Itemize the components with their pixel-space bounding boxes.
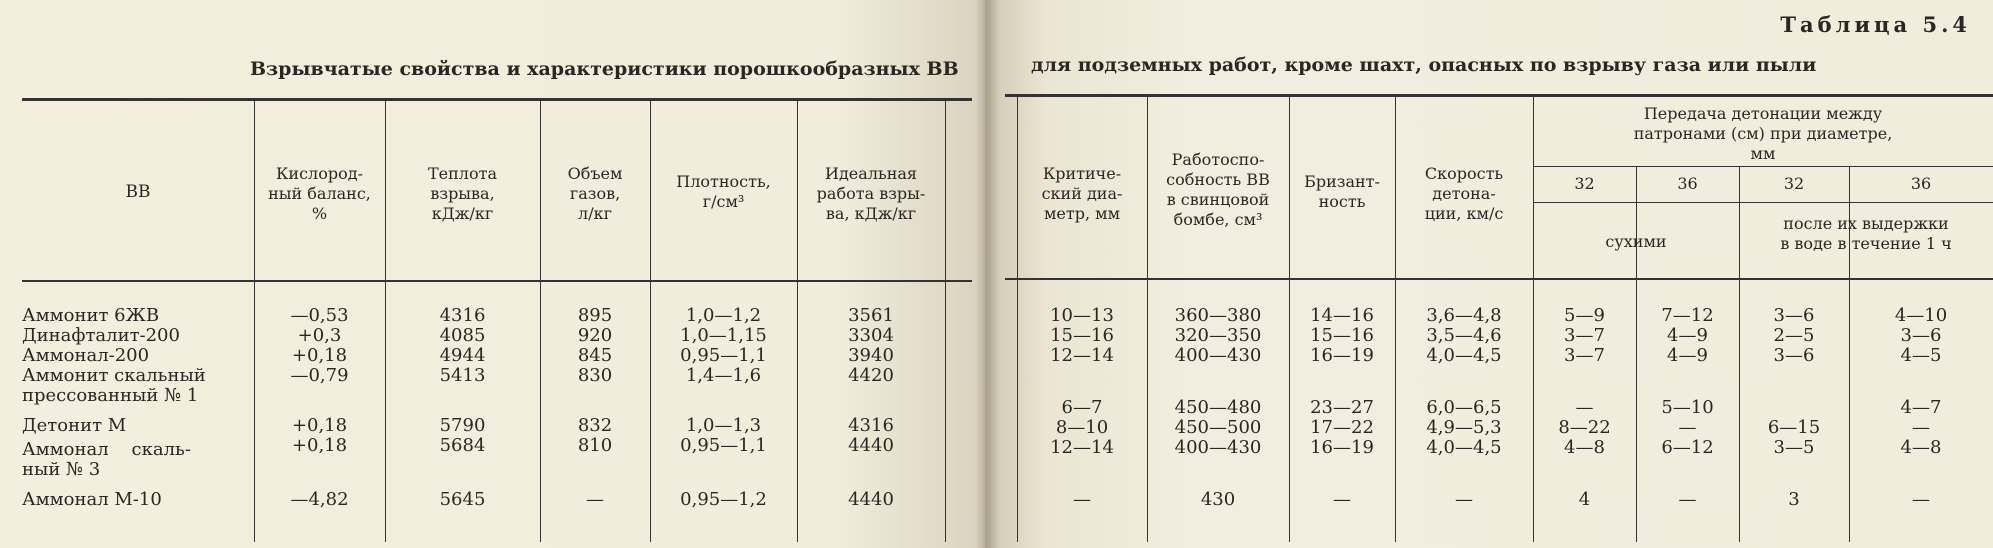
header-d36-dry: 36 xyxy=(1677,174,1698,193)
cell-d32: 3—7 xyxy=(1564,345,1605,366)
cell-brisance: 17—22 xyxy=(1310,417,1374,438)
header-oxygen xyxy=(254,164,385,224)
header-bb: ВВ xyxy=(125,182,151,202)
caption-left: Взрывчатые свойства и характеристики порошкообразных ВВ xyxy=(250,58,959,80)
header-capacity xyxy=(1147,150,1289,230)
cell-critical: 6—7 xyxy=(1061,397,1103,418)
cell-w32: 2—5 xyxy=(1773,325,1815,346)
cell-w32: 3 xyxy=(1788,489,1800,510)
header-speed-l1: Скорость xyxy=(1424,164,1504,183)
cell-gas: 895 xyxy=(577,305,613,326)
cell-w36: 4—7 xyxy=(1900,397,1942,418)
row-name: Аммонал М-10 xyxy=(22,489,162,510)
cell-density: 1,4—1,6 xyxy=(685,365,762,386)
cell-oxygen: —0,53 xyxy=(290,305,349,326)
cell-d36: 4—9 xyxy=(1667,345,1708,366)
cell-work: 3940 xyxy=(848,345,894,366)
cell-w32: 3—6 xyxy=(1773,305,1815,326)
cell-speed: 4,9—5,3 xyxy=(1426,417,1502,438)
cell-speed: 3,6—4,8 xyxy=(1426,305,1502,326)
header-capacity-l2: собность ВВ xyxy=(1166,170,1270,189)
header-d36-wet: 36 xyxy=(1910,174,1932,193)
header-rule-right xyxy=(1005,278,1993,280)
cell-gas: 830 xyxy=(577,365,613,386)
header-critical-l2: ский диа- xyxy=(1041,184,1123,203)
cell-critical: 12—14 xyxy=(1050,437,1114,458)
header-gas-l2: газов, xyxy=(569,184,621,203)
cell-gas: 920 xyxy=(577,325,613,346)
header-critical xyxy=(1017,164,1147,224)
cell-density: 0,95—1,2 xyxy=(680,489,767,510)
cell-work: 4440 xyxy=(848,435,894,456)
header-critical-l1: Критиче- xyxy=(1042,164,1122,183)
cell-d32: 8—22 xyxy=(1558,417,1611,438)
header-heat-l1: Теплота xyxy=(428,164,497,183)
header-wet-l2: в воде в течение 1 ч xyxy=(1780,234,1952,253)
cell-critical: — xyxy=(1073,489,1091,510)
right-page xyxy=(985,0,1993,548)
cell-oxygen: —4,82 xyxy=(290,489,349,510)
header-work-l3: ва, кДж/кг xyxy=(825,204,917,223)
cell-w36: 4—10 xyxy=(1894,305,1948,326)
header-transfer-l2: патронами (см) при диаметре, xyxy=(1633,124,1893,143)
header-capacity-l1: Работоспо- xyxy=(1171,150,1265,169)
cell-w36: — xyxy=(1912,417,1930,438)
cell-d36: — xyxy=(1678,489,1697,510)
cell-heat: 5413 xyxy=(439,365,486,386)
cell-density: 1,0—1,2 xyxy=(685,305,762,326)
cell-w36: 4—5 xyxy=(1900,345,1942,366)
header-gas-l3: л/кг xyxy=(578,204,612,223)
cell-density: 1,0—1,3 xyxy=(685,415,762,436)
header-density xyxy=(650,172,797,212)
top-rule-left xyxy=(22,98,972,101)
cell-capacity: 400—430 xyxy=(1174,437,1262,458)
table-label: Таблица 5.4 xyxy=(1780,12,1971,37)
row-name: Аммонал-200 xyxy=(22,345,150,366)
header-speed xyxy=(1395,164,1533,224)
header-speed-l2: детона- xyxy=(1432,184,1496,203)
cell-gas: 832 xyxy=(577,415,613,436)
header-d32-wet: 32 xyxy=(1783,174,1805,193)
left-page xyxy=(0,0,985,548)
cell-heat: 5790 xyxy=(439,415,486,436)
cell-gas: — xyxy=(586,489,604,510)
cell-gas: 845 xyxy=(577,345,613,366)
cell-brisance: 14—16 xyxy=(1310,305,1374,326)
cell-brisance: 16—19 xyxy=(1310,437,1374,458)
cell-d32: 3—7 xyxy=(1564,325,1605,346)
row-name: ный № 3 xyxy=(22,459,101,480)
header-rule-left xyxy=(22,280,972,282)
cell-capacity: 400—430 xyxy=(1174,345,1262,366)
header-critical-l3: метр, мм xyxy=(1043,204,1121,223)
cell-brisance: — xyxy=(1333,489,1351,510)
cell-speed: — xyxy=(1455,489,1473,510)
cell-d36: — xyxy=(1678,417,1697,438)
header-work-l2: работа взры- xyxy=(816,184,926,203)
cell-oxygen: +0,18 xyxy=(291,345,348,366)
header-gas-l1: Объем xyxy=(567,164,623,183)
book-gutter xyxy=(975,0,999,548)
cell-density: 1,0—1,15 xyxy=(680,325,767,346)
cell-w32: 6—15 xyxy=(1767,417,1821,438)
cell-work: 3304 xyxy=(848,325,894,346)
header-capacity-l4: бомбе, см³ xyxy=(1173,210,1263,229)
cell-speed: 3,5—4,6 xyxy=(1426,325,1502,346)
cell-w36: 4—8 xyxy=(1900,437,1942,458)
cell-capacity: 430 xyxy=(1200,489,1236,510)
cell-work: 3561 xyxy=(848,305,894,326)
cell-oxygen: —0,79 xyxy=(290,365,349,386)
header-heat xyxy=(385,164,540,224)
header-heat-l3: кДж/кг xyxy=(431,204,494,223)
cell-d36: 5—10 xyxy=(1661,397,1714,418)
cell-d32: 5—9 xyxy=(1564,305,1605,326)
cell-capacity: 450—480 xyxy=(1174,397,1262,418)
cell-work: 4420 xyxy=(848,365,894,386)
cell-gas: 810 xyxy=(577,435,613,456)
cell-density: 0,95—1,1 xyxy=(680,435,767,456)
cell-capacity: 450—500 xyxy=(1174,417,1262,438)
header-work xyxy=(797,164,945,224)
cell-w36: 3—6 xyxy=(1900,325,1942,346)
header-transfer-l1: Передача детонации между xyxy=(1643,104,1883,123)
header-oxygen-l1: Кислород- xyxy=(276,164,363,183)
cell-d32: 4—8 xyxy=(1564,437,1605,458)
row-name: Детонит М xyxy=(22,415,127,436)
cell-brisance: 15—16 xyxy=(1310,325,1374,346)
cell-heat: 5684 xyxy=(439,435,486,456)
header-speed-l3: ции, км/с xyxy=(1424,204,1504,223)
cell-brisance: 16—19 xyxy=(1310,345,1374,366)
cell-critical: 15—16 xyxy=(1050,325,1114,346)
row-name: Аммонит 6ЖВ xyxy=(22,305,160,326)
cell-d32: — xyxy=(1575,397,1594,418)
cell-heat: 4316 xyxy=(439,305,486,326)
header-d32-dry: 32 xyxy=(1574,174,1595,193)
header-oxygen-l2: ный баланс, xyxy=(268,184,371,203)
cell-capacity: 320—350 xyxy=(1174,325,1262,346)
cell-d36: 4—9 xyxy=(1667,325,1708,346)
cell-oxygen: +0,18 xyxy=(291,435,348,456)
cell-critical: 12—14 xyxy=(1050,345,1114,366)
header-dry: сухими xyxy=(1605,232,1667,251)
cell-capacity: 360—380 xyxy=(1174,305,1262,326)
header-capacity-l3: в свинцовой xyxy=(1166,190,1270,209)
cell-heat: 4085 xyxy=(439,325,486,346)
cell-oxygen: +0,3 xyxy=(297,325,342,346)
cell-d36: 7—12 xyxy=(1661,305,1714,326)
cell-w36: — xyxy=(1912,489,1930,510)
subheader-rule xyxy=(1533,166,1993,167)
caption-right: для подземных работ, кроме шахт, опасных по взрыву газа или пыли xyxy=(1031,54,1817,76)
cell-speed: 6,0—6,5 xyxy=(1426,397,1502,418)
col-divider xyxy=(945,100,946,542)
cell-heat: 5645 xyxy=(439,489,486,510)
row-name: Аммонит скальный xyxy=(22,365,206,386)
cell-heat: 4944 xyxy=(439,345,486,366)
cell-d36: 6—12 xyxy=(1661,437,1714,458)
cell-critical: 10—13 xyxy=(1050,305,1114,326)
header-transfer-l3: мм xyxy=(1750,144,1776,163)
cell-speed: 4,0—4,5 xyxy=(1426,437,1502,458)
header-wet-l1: после их выдержки xyxy=(1783,214,1949,233)
cell-w32: 3—6 xyxy=(1773,345,1815,366)
cell-speed: 4,0—4,5 xyxy=(1426,345,1502,366)
row-name: Аммонал скаль- xyxy=(22,439,191,460)
cell-w32: 3—5 xyxy=(1773,437,1815,458)
row-name: прессованный № 1 xyxy=(22,385,199,406)
header-transfer xyxy=(1533,104,1993,164)
header-brisance-l2: ность xyxy=(1318,192,1366,211)
header-heat-l2: взрыва, xyxy=(430,184,495,203)
cell-d32: 4 xyxy=(1578,489,1591,510)
header-density-l1: Плотность, xyxy=(676,172,771,191)
cell-work: 4316 xyxy=(848,415,894,436)
header-gas xyxy=(540,164,650,224)
cell-density: 0,95—1,1 xyxy=(680,345,767,366)
header-wet xyxy=(1739,214,1993,254)
cell-critical: 8—10 xyxy=(1055,417,1109,438)
top-rule-right xyxy=(1005,94,1993,97)
header-density-l2: г/см³ xyxy=(702,192,745,211)
cell-brisance: 23—27 xyxy=(1310,397,1374,418)
header-brisance xyxy=(1289,172,1395,212)
header-brisance-l1: Бризант- xyxy=(1304,172,1380,191)
header-work-l1: Идеальная xyxy=(825,164,917,183)
cell-work: 4440 xyxy=(848,489,894,510)
row-name: Динафталит-200 xyxy=(22,325,180,346)
cell-oxygen: +0,18 xyxy=(291,415,348,436)
subheader-rule xyxy=(1533,202,1993,203)
header-oxygen-l3: % xyxy=(311,204,328,223)
